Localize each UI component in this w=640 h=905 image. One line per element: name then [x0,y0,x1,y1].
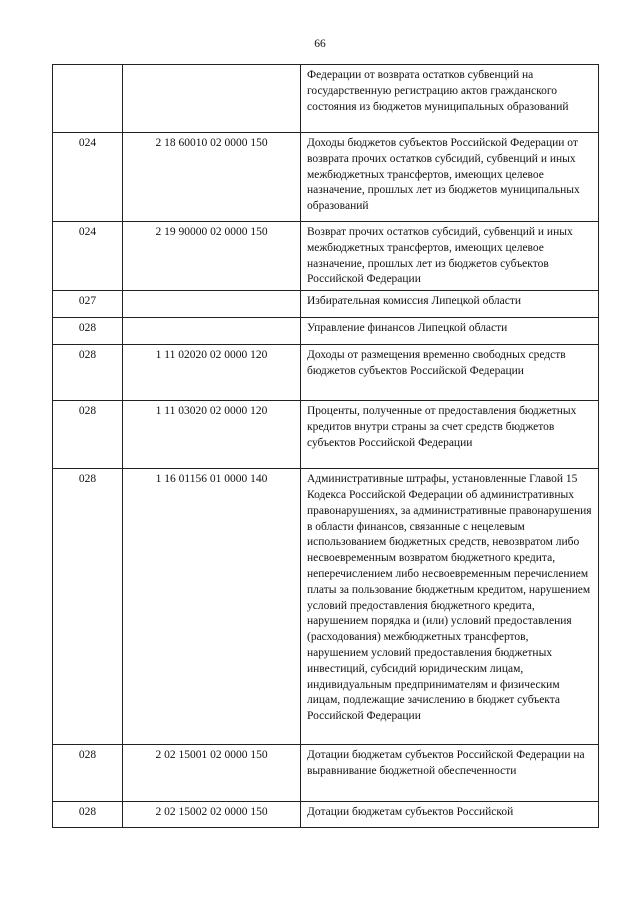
revenue-code-cell: 2 02 15002 02 0000 150 [123,802,301,828]
description-cell: Федерации от возврата остатков субвенций на государственную регистрацию актов гражданского состояния из бюджетов муниципальных образований [301,65,599,133]
admin-code-cell: 028 [53,318,123,345]
revenue-code-cell [123,291,301,318]
admin-code-cell: 028 [53,745,123,802]
table-row [53,65,599,133]
table-row [53,222,599,291]
description-cell: Доходы бюджетов субъектов Российской Федерации от возврата прочих остатков субсидий, субвенций и иных межбюджетных трансфертов, имеющих целевое назначение, прошлых лет из бюджетов муниципальных образований [301,133,599,222]
admin-code-cell: 028 [53,345,123,401]
revenue-code-cell [123,65,301,133]
description-cell: Дотации бюджетам субъектов Российской Федерации на выравнивание бюджетной обеспеченности [301,745,599,802]
table-row [53,745,599,802]
table-row [53,133,599,222]
description-cell: Избирательная комиссия Липецкой области [301,291,599,318]
admin-code-cell [53,65,123,133]
admin-code-cell: 024 [53,222,123,291]
revenue-code-cell: 1 11 03020 02 0000 120 [123,401,301,469]
admin-code-cell: 027 [53,291,123,318]
page-number: 66 [314,38,326,50]
revenue-code-cell [123,318,301,345]
table-row [53,802,599,828]
revenue-code-cell: 2 19 90000 02 0000 150 [123,222,301,291]
revenue-code-cell: 1 11 02020 02 0000 120 [123,345,301,401]
revenue-code-cell: 1 16 01156 01 0000 140 [123,469,301,745]
admin-code-cell: 028 [53,802,123,828]
admin-code-cell: 028 [53,469,123,745]
table-row [53,469,599,745]
description-cell: Дотации бюджетам субъектов Российской [301,802,599,828]
description-cell: Доходы от размещения временно свободных средств бюджетов субъектов Российской Федерации [301,345,599,401]
description-cell: Проценты, полученные от предоставления бюджетных кредитов внутри страны за счет средств бюджетов субъектов Российской Федерации [301,401,599,469]
table-row [53,401,599,469]
revenue-code-cell: 2 18 60010 02 0000 150 [123,133,301,222]
table-row [53,345,599,401]
admin-code-cell: 024 [53,133,123,222]
table-row [53,291,599,318]
budget-classification-table [52,64,599,828]
admin-code-cell: 028 [53,401,123,469]
description-cell: Административные штрафы, установленные Главой 15 Кодекса Российской Федерации об административных правонарушениях, за административные правонарушения в области финансов, связанные с нецелевым использованием бюджетных средств, невозвратом либо несвоевременным возвратом бюджетного кредита, неперечислением либо несвоевременным перечислением платы за пользование бюджетным кредитом, нарушением условий предоставления бюджетного кредита, нарушением порядка и (или) условий предоставления (расходования) межбюджетных трансфертов, нарушением условий предоставления бюджетных инвестиций, субсидий юридическим лицам, индивидуальным предпринимателям и физическим лицам, подлежащие зачислению в бюджет субъекта Российской Федерации [301,469,599,745]
table-row [53,318,599,345]
revenue-code-cell: 2 02 15001 02 0000 150 [123,745,301,802]
description-cell: Возврат прочих остатков субсидий, субвенций и иных межбюджетных трансфертов, имеющих целевое назначение, прошлых лет из бюджетов субъектов Российской Федерации [301,222,599,291]
description-cell: Управление финансов Липецкой области [301,318,599,345]
